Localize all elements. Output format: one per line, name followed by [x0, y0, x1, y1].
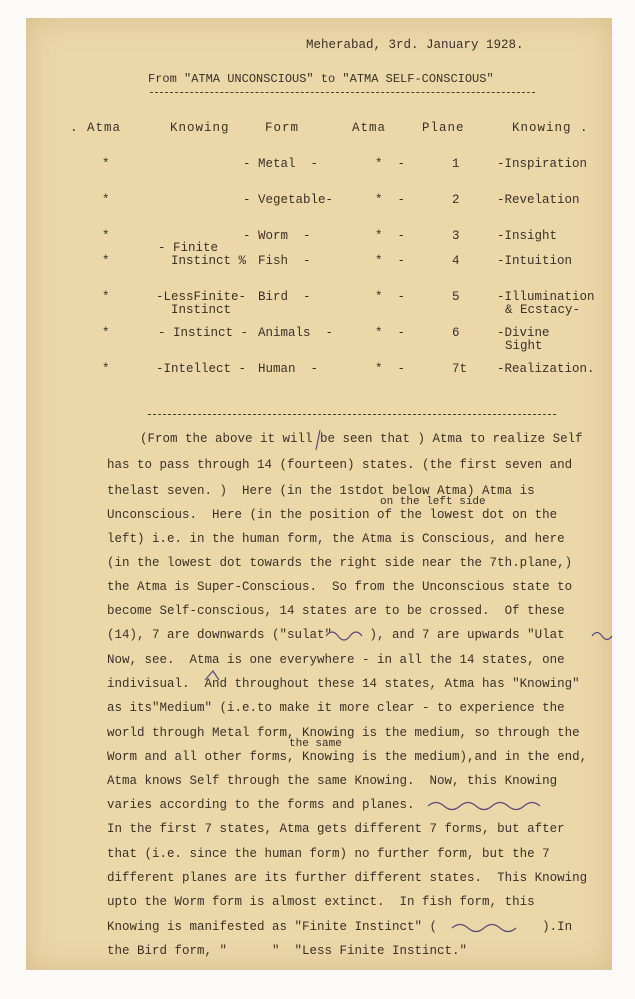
knowing-cell-2-line-2: Sight	[505, 339, 543, 353]
body-line: as its"Medium" (i.e.to make it more clear - to experience the	[107, 701, 565, 715]
form-cell: Animals -	[258, 326, 334, 340]
plane-number: 6	[452, 326, 460, 340]
col-header-atma-2: Atma	[352, 121, 387, 135]
atma-star-2: * -	[375, 362, 406, 376]
knowing-cell-line-2: Instinct %	[171, 254, 247, 268]
form-cell: - Vegetable-	[243, 193, 334, 207]
knowing-cell: -Revelation	[497, 193, 580, 207]
body-line: Knowing is manifested as "Finite Instinct" ( ).In	[107, 920, 573, 934]
atma-star-2: * -	[375, 157, 406, 171]
knowing-cell-line-2: Instinct	[171, 303, 232, 317]
col-header-plane: Plane	[422, 121, 465, 135]
plane-number: 7t	[452, 362, 468, 376]
plane-number: 4	[452, 254, 460, 268]
body-line: that (i.e. since the human form) no further form, but the 7	[107, 847, 550, 861]
knowing-cell-2: -Realization.	[497, 362, 595, 376]
body-line: Worm and all other forms, Knowing is the medium),and in the end,	[107, 750, 588, 764]
body-line: Atma knows Self through the same Knowing. Now, this Knowing	[107, 774, 558, 788]
form-cell: - Worm -	[243, 229, 311, 243]
body-line: Now, see. Atma is one everywhere - in all the 14 states, one	[107, 653, 565, 667]
body-line: the Atma is Super-Conscious. So from the Unconscious state to	[107, 580, 573, 594]
knowing-cell: - Instinct -	[158, 326, 249, 340]
knowing-cell-2-line-2: & Ecstacy-	[505, 303, 581, 317]
atma-star-2: * -	[375, 229, 406, 243]
plane-number: 3	[452, 229, 460, 243]
knowing-cell: -LessFinite-	[156, 290, 247, 304]
plane-number: 1	[452, 157, 460, 171]
plane-number: 5	[452, 290, 460, 304]
col-header-atma: . Atma	[70, 121, 122, 135]
knowing-cell-2: -Divine	[497, 326, 550, 340]
plane-number: 2	[452, 193, 460, 207]
atma-star-2: * -	[375, 326, 406, 340]
atma-star: *	[102, 362, 110, 376]
body-line: upto the Worm form is almost extinct. In fish form, this	[107, 895, 535, 909]
atma-star: *	[102, 193, 110, 207]
atma-star: *	[102, 326, 110, 340]
atma-star-2: * -	[375, 193, 406, 207]
knowing-cell: - Finite	[158, 241, 219, 255]
atma-star: *	[102, 157, 110, 171]
knowing-cell-2: -Intuition	[497, 254, 573, 268]
knowing-cell: -Insight	[497, 229, 558, 243]
knowing-cell: -Inspiration	[497, 157, 588, 171]
form-cell: - Metal -	[243, 157, 319, 171]
body-line: varies according to the forms and planes.	[107, 798, 415, 812]
body-line: (in the lowest dot towards the right side near the 7th.plane,)	[107, 556, 573, 570]
body-line: thelast seven. ) Here (in the 1stdot below Atma) Atma is	[107, 484, 535, 498]
knowing-cell-2: -Illumination	[497, 290, 595, 304]
body-line: Unconscious. Here (in the position of the lowest dot on the	[107, 508, 558, 522]
atma-star: *	[102, 229, 110, 243]
atma-star-2: * -	[375, 290, 406, 304]
col-header-knowing: Knowing	[170, 121, 230, 135]
knowing-cell: -Intellect -	[156, 362, 247, 376]
form-cell: Fish -	[258, 254, 311, 268]
body-line: become Self-conscious, 14 states are to be crossed. Of these	[107, 604, 565, 618]
document-title: From "ATMA UNCONSCIOUS" to "ATMA SELF-CONSCIOUS"	[148, 72, 494, 86]
body-line: indivisual. And throughout these 14 states, Atma has "Knowing"	[107, 677, 580, 691]
form-cell: Human -	[258, 362, 319, 376]
col-header-knowing-2: Knowing .	[512, 121, 589, 135]
interlinear-insert: the same	[289, 738, 342, 750]
document-date: Meherabad, 3rd. January 1928.	[306, 38, 524, 52]
atma-star-2: * -	[375, 254, 406, 268]
interlinear-insert: on the left side	[380, 496, 486, 508]
body-line: (14), 7 are downwards ("sulat" ), and 7 are upwards "Ulat	[107, 628, 565, 642]
atma-star: *	[102, 290, 110, 304]
body-line: different planes are its further different states. This Knowing	[107, 871, 588, 885]
atma-star: *	[102, 254, 110, 268]
body-line: the Bird form, " " "Less Finite Instinct."	[107, 944, 468, 958]
body-line: left) i.e. in the human form, the Atma is Conscious, and here	[107, 532, 565, 546]
form-cell: Bird -	[258, 290, 311, 304]
body-line: In the first 7 states, Atma gets different 7 forms, but after	[107, 822, 565, 836]
body-line: has to pass through 14 (fourteen) states. (the first seven and	[107, 458, 573, 472]
col-header-form: Form	[265, 121, 300, 135]
body-line: world through Metal form, Knowing is the medium, so through the	[107, 726, 580, 740]
body-line: (From the above it will be seen that ) Atma to realize Self	[140, 432, 583, 446]
